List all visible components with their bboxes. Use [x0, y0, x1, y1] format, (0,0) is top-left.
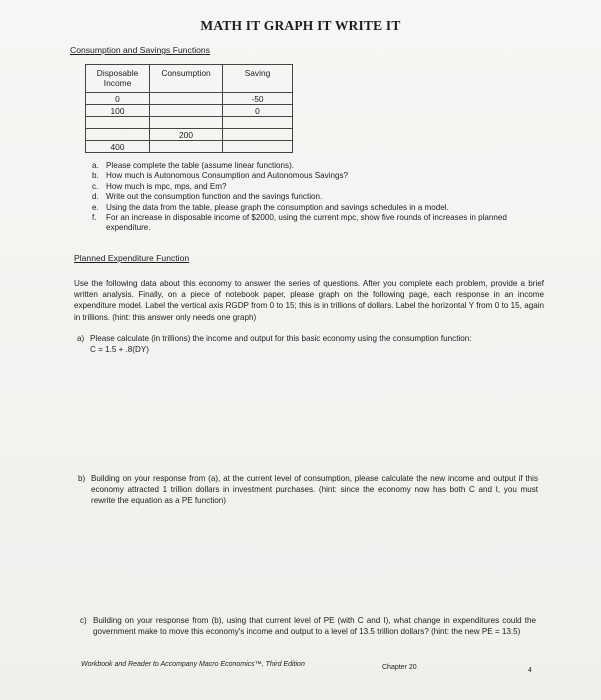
footer-page-number: 4: [528, 667, 532, 674]
footer-book-title: Workbook and Reader to Accompany Macro Economics™, Third Edition: [81, 661, 305, 668]
list-item: e. Using the data from the table, please graph the consumption and savings schedules in a model.: [92, 202, 449, 212]
table-cell: [223, 141, 293, 153]
consumption-savings-table: [85, 64, 293, 153]
table-cell: [86, 117, 150, 129]
table-cell: 100: [86, 105, 150, 117]
table-cell: [223, 117, 293, 129]
table-header-row: [86, 65, 293, 93]
table-cell: 0: [86, 93, 150, 105]
table-cell: [223, 129, 293, 141]
header-disposable-income: Disposable Income: [86, 65, 150, 93]
consumption-function-formula: C = 1.5 + .8(DY): [90, 344, 149, 354]
table-cell: 400: [86, 141, 150, 153]
problem-a-text: Please calculate (in trillions) the income and output for this basic economy using the consumption function:: [90, 334, 472, 343]
table-row: [86, 141, 293, 153]
table-cell: [150, 93, 223, 105]
problem-c-text: Building on your response from (b), using that current level of PE (with C and I), what change in expenditures could the government make to move this economy's income and output to a level of 13.5 trillion dollars? (hint: the new PE = 13.5): [93, 616, 536, 636]
table-cell: 200: [150, 129, 223, 141]
header-saving: Saving: [223, 65, 293, 93]
table-row: [86, 93, 293, 105]
planned-expenditure-intro: Use the following data about this economy to answer the series of questions. After you complete each problem, provide a brief written analysis. Finally, on a piece of notebook paper, please graph on the following page, each response in an income expenditure model. Label the vertical axis RGDP from 0 to 15; this is in trillions of dollars. Label the horizontal Y from 0 to 15, again in trillions. (hint: this answer only needs one graph): [74, 279, 544, 322]
planned-expenditure-heading: Planned Expenditure Function: [74, 253, 190, 263]
list-item: c. How much is mpc, mps, and Em?: [92, 181, 227, 191]
problem-c: c) Building on your response from (b), using that current level of PE (with C and I), what change in expenditures could the government make to move this economy's income and output to a level of 13.5 trillion dollars? (hint: the new PE = 13.5): [80, 616, 536, 636]
list-item: f. For an increase in disposable income of $2000, using the current mpc, show five rounds of increases in planned expenditure.: [92, 213, 507, 233]
list-item: b. How much is Autonomous Consumption and Autonomous Savings?: [92, 171, 349, 181]
table-cell: [150, 105, 223, 117]
problem-b: b) Building on your response from (a), at the current level of consumption, please calculate the new income and output if this economy attracted 1 trillion dollars in investment purchases. (hint: since the economy now has both C and I, you must rewrite the equation as a PE function): [78, 474, 538, 505]
page-title: MATH IT GRAPH IT WRITE IT: [200, 18, 401, 33]
table-row: [86, 117, 293, 129]
header-consumption: Consumption: [150, 65, 223, 93]
table-row: [86, 129, 293, 141]
problem-a: a) Please calculate (in trillions) the income and output for this basic economy using the consumption function: C = 1.5 + .8(DY): [77, 334, 472, 354]
footer-chapter: Chapter 20: [382, 664, 417, 671]
section1-question-list: [92, 161, 532, 234]
list-item: a. Please complete the table (assume linear functions).: [92, 161, 295, 170]
problem-b-text: Building on your response from (a), at the current level of consumption, please calculate the new income and output if this economy attracted 1 trillion dollars in investment purchases. (hint: since the economy now has both C and I, you must rewrite the equation as a PE function): [91, 474, 538, 505]
table-cell: [150, 117, 223, 129]
table-cell: -50: [223, 93, 293, 105]
table-cell: 0: [223, 105, 293, 117]
table-cell: [150, 141, 223, 153]
consumption-savings-heading: Consumption and Savings Functions: [70, 45, 210, 55]
table-cell: [86, 129, 150, 141]
list-item: d. Write out the consumption function and the savings function.: [92, 192, 323, 202]
table-row: [86, 105, 293, 117]
